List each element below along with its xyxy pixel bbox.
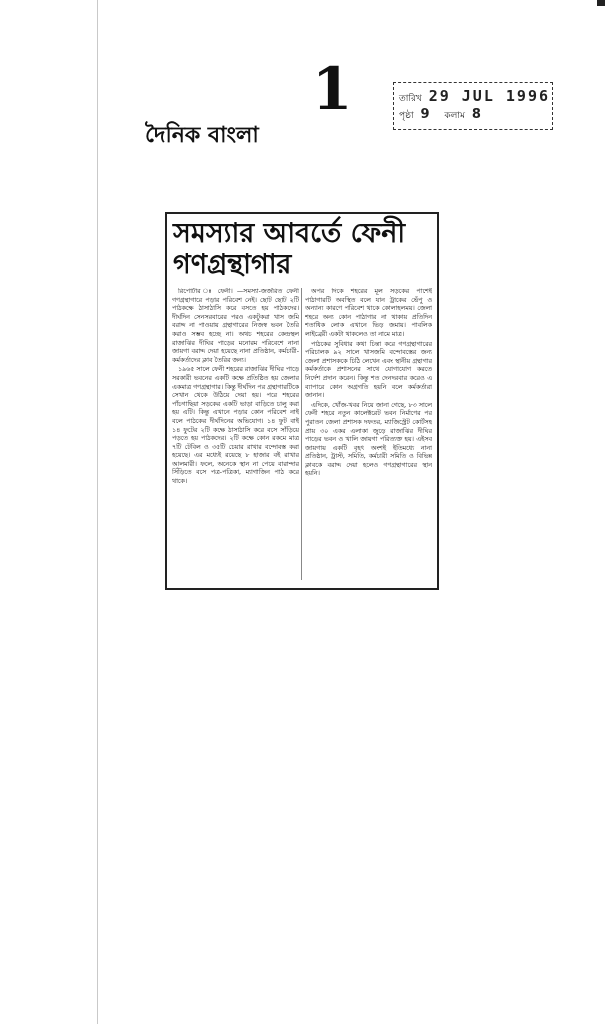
stamp-page-row xyxy=(399,107,493,123)
article-paragraph: অপর দিকে শহরের মূল সড়কের পাশেই পাঠাগারটি অবস্থিত বলে যান ট্রাকের ভেঁপু ও অন্যান্য কারণে পরিবেশ থাকে কোলাহলময়। জেলা শহরে অন্য কোন পাঠাগার না থাকায় প্রতিদিন শতাধিক লোক এখানে ভিড় জমায়। পাবলিক লাইব্রেরী একটা থাকলেও তা নামে মাত্র। xyxy=(305,288,432,338)
stamp-date-value: 29 JUL 1996 xyxy=(428,87,551,105)
stamp-date-label: তারিখ xyxy=(399,94,422,104)
stamp-column-label: কলাম xyxy=(444,111,466,121)
newspaper-clipping xyxy=(165,212,439,590)
column-divider xyxy=(301,288,302,580)
article-headline: সমস্যার আবর্তে ফেনী গণগ্রন্থাগার xyxy=(173,218,406,280)
stamp-page-value: 9 xyxy=(420,107,430,122)
article-paragraph: ১৯৬৫ সালে ফেনী শহরের রাজাঝির দীঘির পাড়ে সরকারী ভবনের একটি কক্ষে প্রতিষ্ঠিত হয় জেলার একমাত্র গণগ্রন্থাগার। কিন্তু দীর্ঘদিন পর গ্রন্থাগারটিকে সেখান থেকে উঠিয়ে দেয়া হয়। পরে শহরের পাঁচগাছিয়া সড়কের একটি ভাড়া বাড়িতে চালু করা হয় এটি। কিন্তু এখানে পড়ার কোন পরিবেশ নাই বলে পাঠকের দীর্ঘদিনের অভিযোগ। ১৪ ফুট বাই ১৪ ফুটের ২টি কক্ষে ঠাসাঠাসি করে বসে সাঁড়িয়ে পড়তে হয় পাঠকদের। ২টি কক্ষে কোন রকমে মাত্র ৭টি টেবিল ও ৩৫টি চেয়ার রাখার বন্দোবস্ত করা হয়েছে। এর মধ্যেই রয়েছে ৮ হাজার বই রাখার আলমারী। ফলে, অনেকে স্থান না পেয়ে বারান্দার সিঁড়িতে বসে পত্র-পত্রিকা, ম্যাগাজিন পাঠ করে থাকে। xyxy=(172,366,299,486)
page-number: 1 xyxy=(312,55,353,123)
article-paragraph: এদিকে, খোঁজ-খবর নিয়ে জানা গেছে, ৮৩ সালে ফেনী শহরে নতুন কালেক্টরেট ভবন নির্মাণের পর পুরাতন জেলা প্রশাসক দফতর, ম্যাজিস্ট্রেট কোর্টসহ প্রায় ৩০ একর এলাকা জুড়ে রাজাঝির দীঘির পাড়ের ভবন ও খালি জায়গা পরিত্যক্ত হয়। এইসব জায়গায় একটি বৃহৎ অংশই ইতিমধ্যে নানা প্রতিষ্ঠান, ট্রাস্ট, সমিতি, কর্মচারী সমিতি ও বিভিন্ন ক্লাবকে বরাদ্দ দেয়া হলেও গণগ্রন্থাগারের স্থান হয়নি। xyxy=(305,401,432,478)
article-paragraph: পাঠকের সুবিধার কথা চিন্তা করে গণগ্রন্থাগারের পরিচালক ৯২ সালে খাসজমি বন্দোবস্তের জন্য জেলা প্রশাসককে চিঠি লেখেন এবং স্থানীয় গ্রন্থাগার কর্মকর্তাকে প্রশাসনের সাথে যোগাযোগ করতে নির্দেশ প্রদান করেন। কিন্তু শত দেনদরবার করেও এ ব্যাপারে কোন অগ্রগতি হয়নি বলে কর্মকর্তারা জানান। xyxy=(305,340,432,400)
stamp-date-row xyxy=(399,87,550,106)
page-margin-line xyxy=(97,0,98,1024)
newspaper-name: দৈনিক বাংলা xyxy=(145,122,259,148)
article-paragraph: রিপোর্টার ঃ ফেনী। —সমস্যা-জর্জরিত ফেনী গণগ্রন্থাগারে পড়ার পরিবেশ নেই। ছোট ছোট ২টি পাঠকক্ষে ঠাসাঠাসি করে বসতে হয় পাঠকদের। দীর্ঘদিন সেনসরবারের পরও একটুকরা খাস জমি বরাদ্দ না পাওয়ায় গ্রন্থাগারের নিজস্ব ভবন তৈরি করাও সম্ভব হচ্ছে না। অথচ শহরের কেন্দ্রস্থল রাজাঝির দীঘির পাড়ের মনোরম পরিবেশে নানা জায়গা বরাদ্দ দেয়া হয়েছে নানা প্রতিষ্ঠান, কর্মচারী-কর্মকর্তাদের ক্লাব তৈরির জন্য। xyxy=(172,288,299,364)
corner-mark xyxy=(597,0,605,6)
date-stamp xyxy=(393,82,553,130)
stamp-column-value: 8 xyxy=(471,107,481,122)
article-column-right xyxy=(305,288,432,584)
stamp-page-label: পৃষ্ঠা xyxy=(399,111,414,121)
article-column-left xyxy=(172,288,299,584)
